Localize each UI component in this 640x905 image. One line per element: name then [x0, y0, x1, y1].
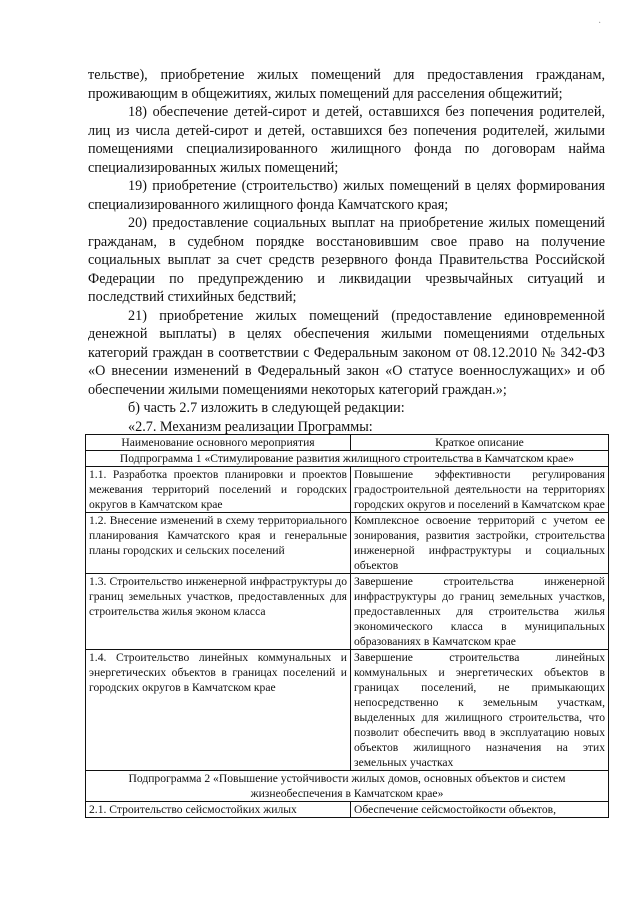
subprogram-2-title: Подпрограмма 2 «Повышение устойчивости жилых домов, основных объектов и систем жизнеобеспечения в Камчатском крае» — [86, 771, 609, 802]
table-row — [86, 802, 609, 818]
paragraph-item-19: 19) приобретение (строительство) жилых помещений в целях формирования специализированного жилищного фонда Камчатского края; — [88, 178, 605, 213]
paragraph-part-b: б) часть 2.7 изложить в следующей редакции: — [128, 400, 405, 416]
table-row — [86, 513, 609, 574]
paragraph-item-21: 21) приобретение жилых помещений (предоставление единовременной денежной выплаты) в целях обеспечения жилыми помещениями отдельных категорий граждан в соответствии с Федеральным законом от 08.12.2010 № 342-ФЗ «О внесении изменений в Федеральный закон «О статусе военнослужащих» и об обеспечении жилыми помещениями некоторых категорий граждан.»; — [88, 307, 605, 398]
paragraph-continuation: тельстве), приобретение жилых помещений для предоставления гражданам, проживающим в общежитиях, жилых помещений для расселения общежитий; — [88, 67, 605, 102]
table-row — [86, 574, 609, 650]
activity-description: Комплексное освоение территорий с учетом ее зонирования, развития застройки, строительства инженерной инфраструктуры и социальных объектов — [351, 513, 609, 574]
table-row — [86, 467, 609, 513]
activity-name: 2.1. Строительство сейсмостойких жилых — [86, 802, 351, 818]
subprogram-row — [86, 771, 609, 802]
table-row — [86, 650, 609, 771]
activity-description: Завершение строительства инженерной инфраструктуры до границ земельных участков, предоставленных для строительства жилья экономического класса в муниципальных образованиях в Камчатском крае — [351, 574, 609, 650]
activity-name: 1.2. Внесение изменений в схему территориального планирования Камчатского края и генеральные планы городских и сельских поселений — [86, 513, 351, 574]
activity-description: Завершение строительства линейных коммунальных и энергетических объектов в границах поселений, не примыкающих непосредственно к земельным участкам, выделенных для жилищного строительства, что позволит обеспечить ввод в эксплуатацию новых объектов жилищного назначения на этих земельных участках — [351, 650, 609, 771]
subprogram-row — [86, 451, 609, 467]
header-description: Краткое описание — [351, 435, 609, 451]
body-text — [88, 66, 605, 436]
section-heading: «2.7. Механизм реализации Программы: — [128, 418, 373, 435]
activity-description: Обеспечение сейсмостойкости объектов, — [351, 802, 609, 818]
header-activity-name: Наименование основного мероприятия — [86, 435, 351, 451]
program-mechanism-table — [85, 434, 609, 818]
table-header-row — [86, 435, 609, 451]
activity-description: Повышение эффективности регулирования градостроительной деятельности на территориях городских округов и поселений в Камчатском крае — [351, 467, 609, 513]
paragraph-item-18: 18) обеспечение детей-сирот и детей, оставшихся без попечения родителей, лиц из числа детей-сирот и детей, оставшихся без попечения родителей, жилыми помещениями специализированного жилищного фонда по договорам найма специализированных жилых помещений; — [88, 104, 605, 176]
activity-name: 1.3. Строительство инженерной инфраструктуры до границ земельных участков, предоставленных для строительства жилья эконом класса — [86, 574, 351, 650]
subprogram-1-title: Подпрограмма 1 «Стимулирование развития жилищного строительства в Камчатском крае» — [86, 451, 609, 467]
paragraph-item-20: 20) предоставление социальных выплат на приобретение жилых помещений гражданам, в судебном порядке восстановившим свое право на получение социальных выплат за счет средств резервного фонда Правительства Российской Федерации по предупреждению и ликвидации чрезвычайных ситуаций и последствий стихийных бедствий; — [88, 215, 605, 305]
scan-mark: · — [598, 18, 602, 29]
activity-name: 1.4. Строительство линейных коммунальных и энергетических объектов в границах поселений и городских округов в Камчатском крае — [86, 650, 351, 771]
activity-name: 1.1. Разработка проектов планировки и проектов межевания территорий поселений и городских округов в Камчатском крае — [86, 467, 351, 513]
